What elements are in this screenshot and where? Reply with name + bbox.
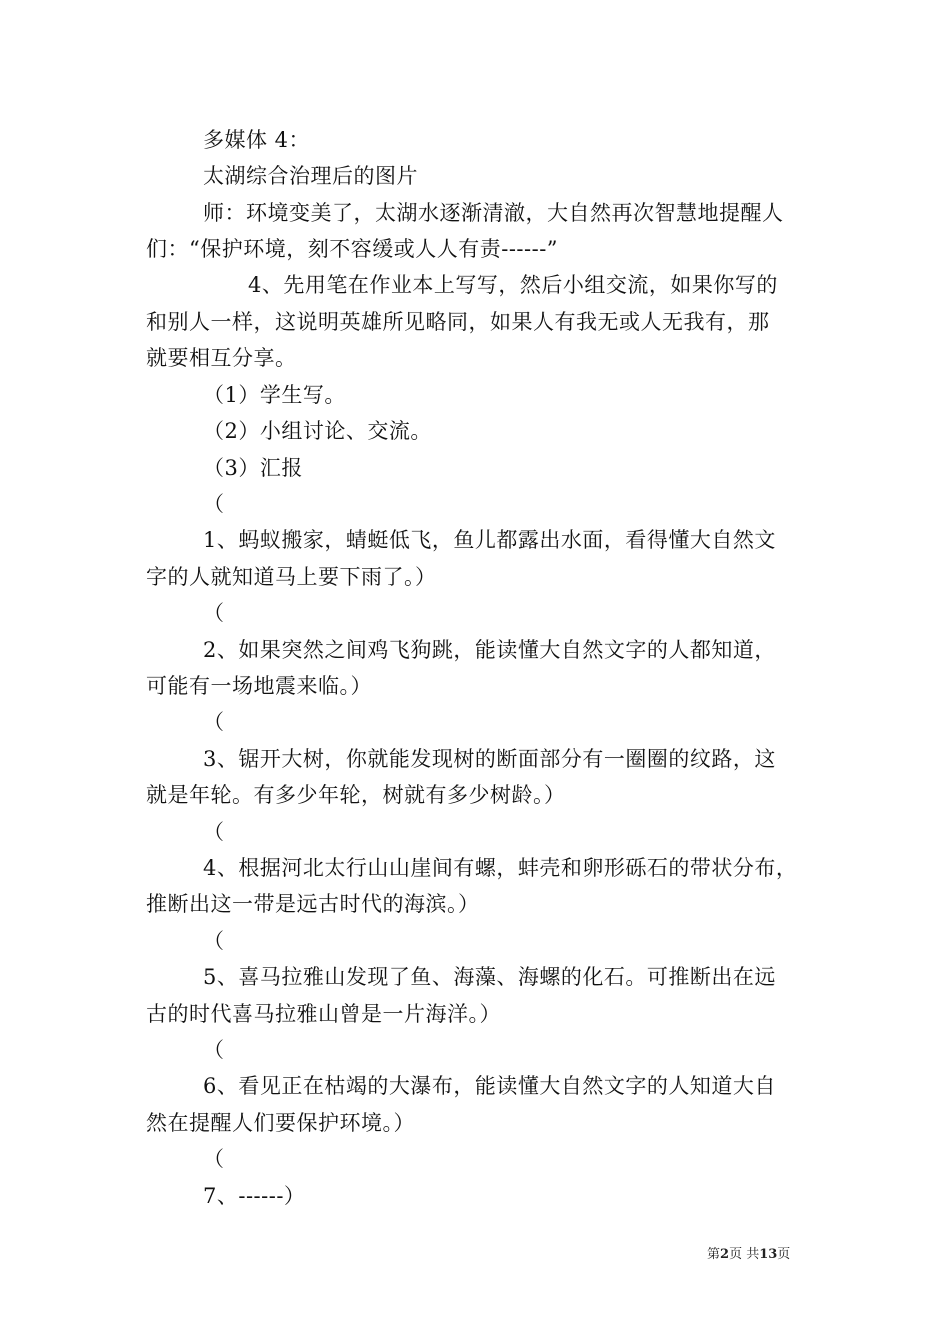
text-line: （	[203, 1147, 225, 1171]
text-line: 就要相互分享。	[146, 346, 297, 370]
page-footer	[707, 1247, 790, 1263]
text-line: 古的时代喜马拉雅山曾是一片海洋。）	[146, 1002, 501, 1026]
text-line: （3）汇报	[203, 456, 303, 480]
text-line: 6、看见正在枯竭的大瀑布，能读懂大自然文字的人知道大自	[203, 1074, 776, 1098]
text-line: 4、先用笔在作业本上写写，然后小组交流，如果你写的	[248, 273, 778, 297]
text-line: 多媒体 4：	[203, 128, 311, 152]
text-line: 5、喜马拉雅山发现了鱼、海藻、海螺的化石。可推断出在远	[203, 965, 776, 989]
footer-total-pages: 13	[759, 1247, 778, 1262]
footer-suffix: 页	[777, 1247, 791, 1262]
text-line: 然在提醒人们要保护环境。）	[146, 1111, 415, 1135]
text-line: 们：“保护环境，刻不容缓或人人有责------”	[146, 237, 559, 261]
text-line: （	[203, 929, 225, 953]
text-line: 就是年轮。有多少年轮，树就有多少树龄。）	[146, 783, 566, 807]
text-line: 和别人一样，这说明英雄所见略同，如果人有我无或人无我有，那	[146, 310, 770, 334]
footer-prefix: 第	[707, 1247, 721, 1262]
text-line: （	[203, 492, 225, 516]
text-line: 推断出这一带是远古时代的海滨。）	[146, 892, 480, 916]
text-line: （2）小组讨论、交流。	[203, 419, 432, 443]
text-line: （	[203, 1038, 225, 1062]
footer-middle: 页 共	[729, 1247, 760, 1262]
text-line: 4、根据河北太行山山崖间有螺，蚌壳和卵形砾石的带状分布，	[203, 856, 798, 880]
text-line: 1、蚂蚁搬家，蜻蜓低飞，鱼儿都露出水面，看得懂大自然文	[203, 528, 776, 552]
text-line: 7、------）	[203, 1184, 306, 1208]
text-line: 可能有一场地震来临。）	[146, 674, 372, 698]
text-line: （	[203, 710, 225, 734]
text-line: 太湖综合治理后的图片	[203, 164, 418, 188]
text-line: （	[203, 820, 225, 844]
text-line: 2、如果突然之间鸡飞狗跳，能读懂大自然文字的人都知道，	[203, 638, 776, 662]
text-line: 字的人就知道马上要下雨了。）	[146, 565, 437, 589]
footer-page-number: 2	[720, 1247, 730, 1262]
text-line: （	[203, 601, 225, 625]
text-line: （1）学生写。	[203, 383, 346, 407]
text-line: 3、锯开大树，你就能发现树的断面部分有一圈圈的纹路，这	[203, 747, 776, 771]
text-line: 师：环境变美了，太湖水逐渐清澈，大自然再次智慧地提醒人	[203, 201, 784, 225]
